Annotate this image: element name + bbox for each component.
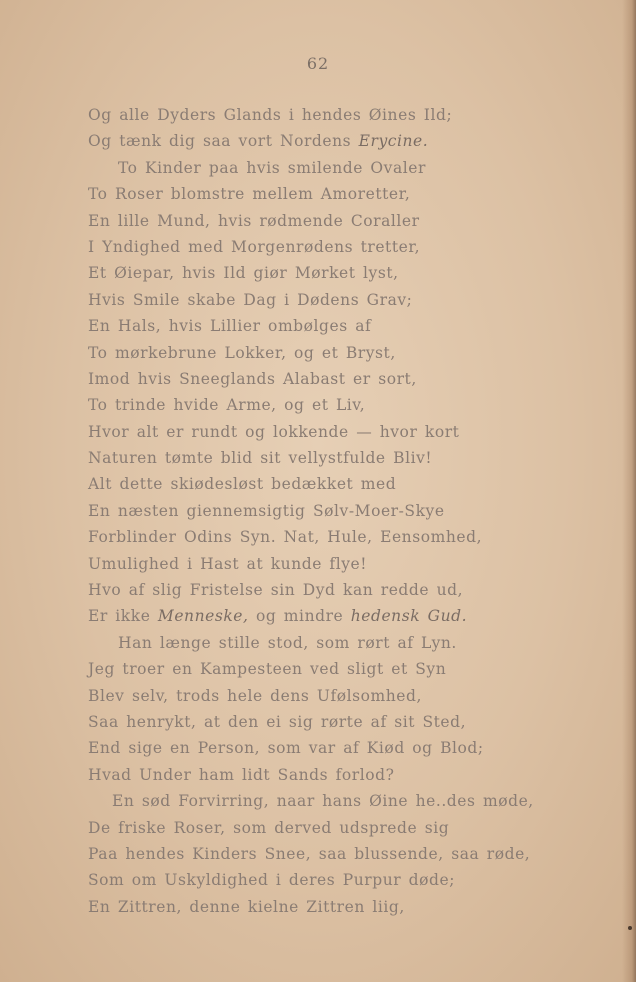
poem-line: Hvis Smile skabe Dag i Dødens Grav; xyxy=(88,290,413,309)
poem-line xyxy=(88,603,588,629)
poem-line: Alt dette skiødesløst bedækket med xyxy=(88,475,397,494)
poem-line: Saa henrykt, at den ei sig rørte af sit Sted, xyxy=(88,712,467,731)
edge-mark xyxy=(628,926,632,930)
poem-line: Blev selv, trods hele dens Ufølsomhed, xyxy=(88,686,422,705)
poem-line: To Kinder paa hvis smilende Ovaler xyxy=(118,158,426,177)
italic-segment: Erycine. xyxy=(358,132,429,151)
poem-line: En sød Forvirring, naar hans Øine he..des møde, xyxy=(112,792,534,811)
poem-line: Jeg troer en Kampesteen ved sligt et Syn xyxy=(88,660,447,679)
poem-line: To trinde hvide Arme, og et Liv, xyxy=(88,396,366,415)
text-segment: og mindre xyxy=(248,607,351,626)
poem-line: End sige en Person, som var af Kiød og Blod; xyxy=(88,739,484,758)
text-segment: Og tænk dig saa vort Nordens xyxy=(88,132,359,151)
poem-line: Naturen tømte blid sit vellystfulde Bliv! xyxy=(88,449,433,468)
poem-line: Og alle Dyders Glands i hendes Øines Ild; xyxy=(88,106,453,124)
poem-line: En næsten giennemsigtig Sølv-Moer-Skye xyxy=(88,501,445,520)
poem-line: En Zittren, denne kielne Zittren liig, xyxy=(88,897,405,916)
poem-line: Som om Uskyldighed i deres Purpur døde; xyxy=(88,871,455,890)
poem-text-block xyxy=(88,102,588,920)
poem-line: I Yndighed med Morgenrødens tretter, xyxy=(88,237,421,256)
italic-segment: hedensk Gud. xyxy=(350,607,468,626)
poem-line: To Roser blomstre mellem Amoretter, xyxy=(88,185,411,204)
poem-line xyxy=(88,128,588,154)
poem-line: To mørkebrune Lokker, og et Bryst, xyxy=(88,343,396,362)
poem-line: Hvor alt er rundt og lokkende — hvor kort xyxy=(88,422,460,441)
poem-line: Paa hendes Kinders Snee, saa blussende, saa røde, xyxy=(88,844,531,863)
poem-line: En Hals, hvis Lillier ombølges af xyxy=(88,317,372,336)
italic-segment: Menneske, xyxy=(157,607,249,626)
poem-line: Imod hvis Sneeglands Alabast er sort, xyxy=(88,369,417,388)
poem-line: Han længe stille stod, som rørt af Lyn. xyxy=(118,633,457,652)
page-number: 62 xyxy=(306,54,330,73)
poem-line: De friske Roser, som derved udsprede sig xyxy=(88,818,450,837)
page-edge-shadow xyxy=(622,0,636,982)
poem-line: Umulighed i Hast at kunde flye! xyxy=(88,554,368,573)
text-segment: Er ikke xyxy=(88,607,158,626)
poem-line: Hvad Under ham lidt Sands forlod? xyxy=(88,765,395,784)
poem-line: En lille Mund, hvis rødmende Coraller xyxy=(88,211,420,230)
poem-line: Hvo af slig Fristelse sin Dyd kan redde ud, xyxy=(88,581,464,600)
poem-line: Et Øiepar, hvis Ild giør Mørket lyst, xyxy=(88,264,399,283)
poem-line: Forblinder Odins Syn. Nat, Hule, Eensomhed, xyxy=(88,528,483,547)
